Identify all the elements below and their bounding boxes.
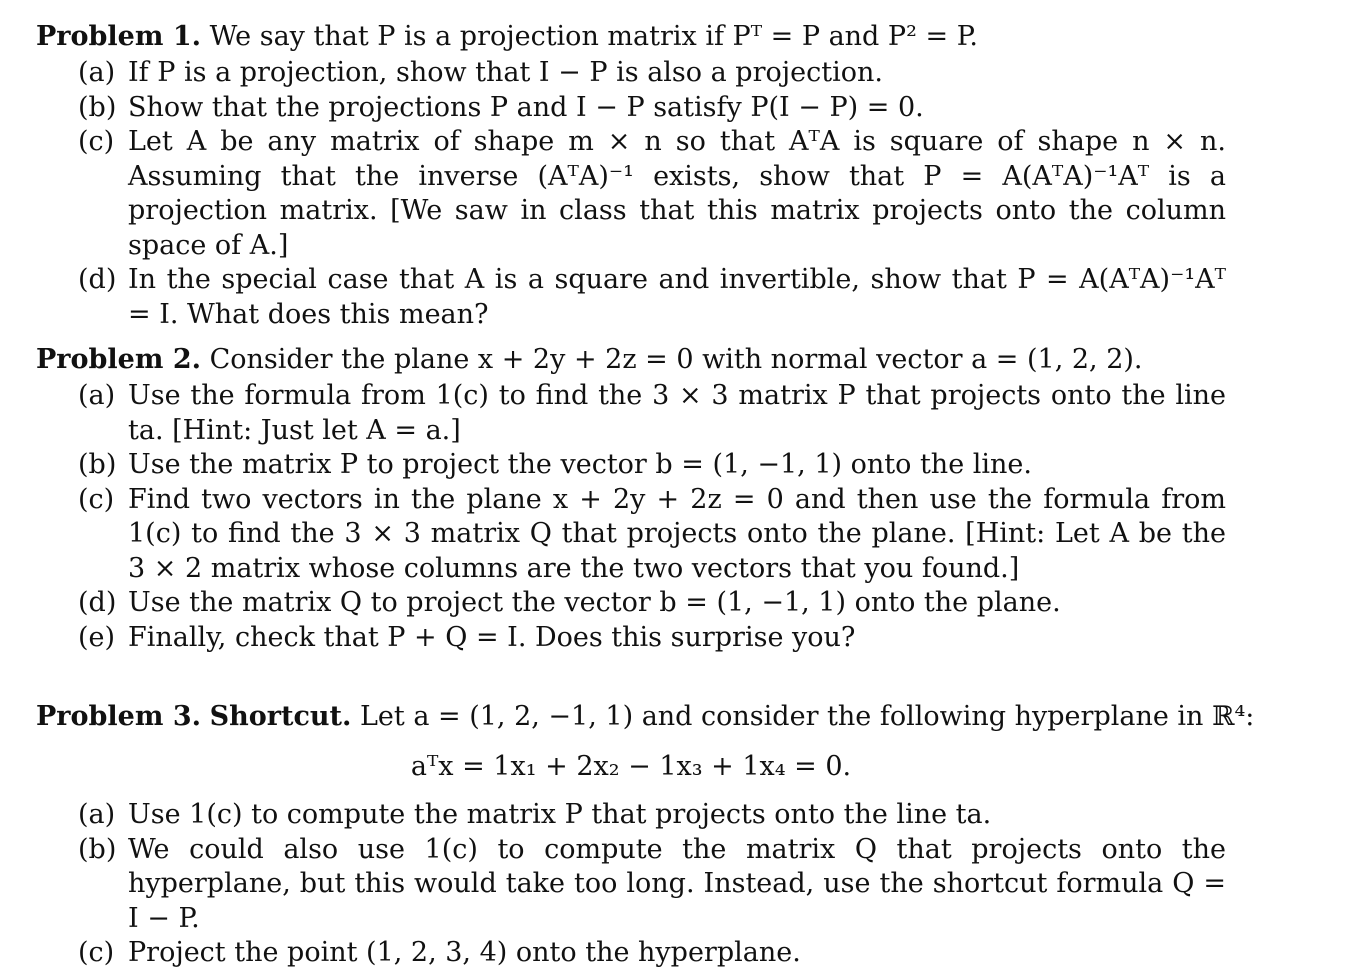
- problem-1-part-a: [36, 56, 1226, 91]
- part-label: (c): [78, 126, 115, 157]
- problem-2-title: Problem 2.: [36, 344, 202, 375]
- problem-1-heading: [36, 20, 1226, 54]
- part-text: Finally, check that P + Q = I. Does this surprise you?: [128, 621, 856, 653]
- problem-1-intro: We say that P is a projection matrix if Pᵀ = P and P² = P.: [209, 21, 978, 52]
- problem-2-part-e: [36, 621, 1226, 656]
- problem-2-heading: [36, 343, 1226, 377]
- part-text: Use 1(c) to compute the matrix P that projects onto the line ta.: [128, 799, 992, 830]
- problem-2-intro: Consider the plane x + 2y + 2z = 0 with normal vector a = (1, 2, 2).: [209, 344, 1143, 375]
- problem-1-title: Problem 1.: [36, 21, 202, 52]
- part-text: We could also use 1(c) to compute the matrix Q that projects onto the hyperplane, but this would take too long. Instead, use the shortcut formula Q = I − P.: [128, 833, 1226, 934]
- problem-1-parts: [36, 56, 1226, 332]
- problem-2-part-c: [36, 483, 1226, 587]
- problem-1-part-b: [36, 91, 1226, 126]
- part-label: (b): [78, 449, 117, 480]
- problem-3-part-a: [36, 798, 1226, 833]
- part-label: (d): [78, 264, 117, 295]
- part-text: In the special case that A is a square and invertible, show that P = A(AᵀA)⁻¹Aᵀ = I. What does this mean?: [128, 264, 1226, 330]
- problem-3-part-c: [36, 936, 1226, 971]
- part-text: Let A be any matrix of shape m × n so that AᵀA is square of shape n × n. Assuming that the inverse (AᵀA)⁻¹ exists, show that P = A(AᵀA)⁻¹Aᵀ is a projection matrix. [We saw in class that this matrix projects onto the column space of A.]: [128, 126, 1226, 261]
- problem-2-part-b: [36, 448, 1226, 483]
- problem-3: [36, 700, 1255, 971]
- part-text: Show that the projections P and I − P satisfy P(I − P) = 0.: [128, 91, 924, 123]
- problem-2: [36, 343, 1226, 655]
- part-label: (e): [78, 621, 116, 653]
- problem-2-part-d: [36, 586, 1226, 621]
- part-label: (b): [78, 833, 117, 865]
- part-text: Use the formula from 1(c) to find the 3 × 3 matrix P that projects onto the line ta. [Hint: Just let A = a.]: [128, 380, 1226, 446]
- problem-3-title: Problem 3.: [36, 701, 202, 732]
- problem-2-part-a: [36, 379, 1226, 448]
- part-label: (b): [78, 91, 117, 123]
- problem-3-subtitle: Shortcut.: [209, 701, 352, 732]
- part-text: Use the matrix Q to project the vector b = (1, −1, 1) onto the plane.: [128, 587, 1061, 618]
- part-label: (a): [78, 799, 116, 830]
- problem-2-parts: [36, 379, 1226, 655]
- part-text: If P is a projection, show that I − P is also a projection.: [128, 57, 883, 88]
- part-label: (c): [78, 483, 115, 515]
- part-label: (a): [78, 380, 116, 411]
- problem-1: [36, 20, 1226, 332]
- part-label: (c): [78, 937, 115, 968]
- part-label: (a): [78, 57, 116, 88]
- part-text: Project the point (1, 2, 3, 4) onto the hyperplane.: [128, 937, 801, 968]
- problem-3-part-b: [36, 833, 1226, 937]
- problem-3-intro: Let a = (1, 2, −1, 1) and consider the following hyperplane in ℝ⁴:: [359, 701, 1255, 732]
- problem-3-heading: [36, 700, 1255, 734]
- problem-1-part-c: [36, 125, 1226, 263]
- problem-3-parts: [36, 798, 1226, 971]
- part-text: Use the matrix P to project the vector b = (1, −1, 1) onto the line.: [128, 449, 1032, 480]
- hyperplane-equation: aᵀx = 1x₁ + 2x₂ − 1x₃ + 1x₄ = 0.: [410, 751, 852, 782]
- problem-1-part-d: [36, 263, 1226, 332]
- part-text: Find two vectors in the plane x + 2y + 2z = 0 and then use the formula from 1(c) to find the 3 × 3 matrix Q that projects onto the plane. [Hint: Let A be the 3 × 2 matrix whose columns are the two vectors that you found.]: [128, 483, 1226, 584]
- part-label: (d): [78, 587, 117, 618]
